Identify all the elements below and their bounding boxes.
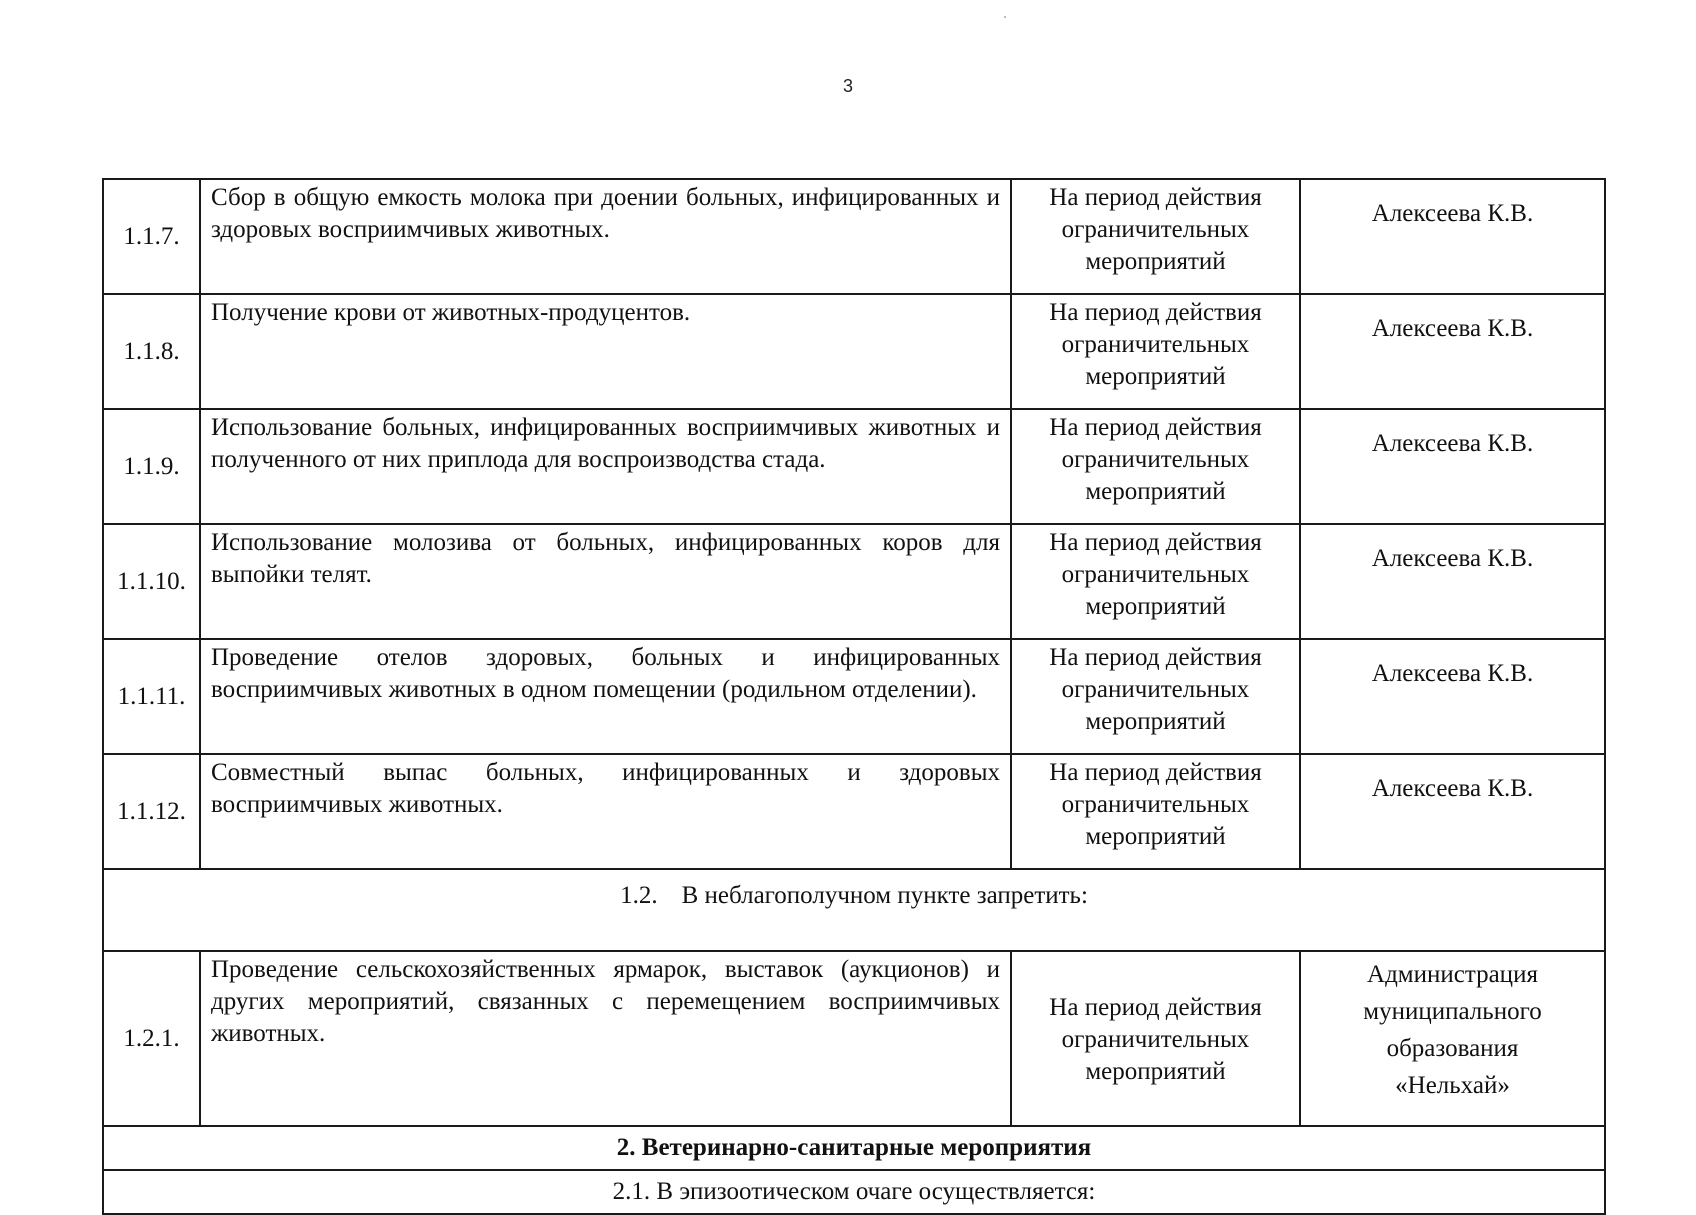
section-row-2-1 — [103, 1170, 1605, 1214]
item-description: Получение крови от животных-продуцентов. — [200, 294, 1011, 409]
item-description: Совместный выпас больных, инфицированных и здоровых восприимчивых животных. — [200, 754, 1011, 869]
item-term: На период действия ограничительных мероприятий — [1011, 524, 1300, 639]
item-responsible: Алексеева К.В. — [1300, 179, 1605, 294]
section-title-2: 2. Ветеринарно-санитарные мероприятия — [103, 1126, 1605, 1170]
item-responsible — [1300, 951, 1605, 1126]
item-responsible: Алексеева К.В. — [1300, 524, 1605, 639]
table-row — [103, 951, 1605, 1126]
section-label: В неблагополучном пункте запретить: — [681, 882, 1088, 909]
item-number: 1.1.10. — [103, 524, 200, 639]
item-number: 1.2.1. — [103, 951, 200, 1126]
item-responsible: Алексеева К.В. — [1300, 409, 1605, 524]
item-description: Проведение отелов здоровых, больных и инфицированных восприимчивых животных в одном помещении (родильном отделении). — [200, 639, 1011, 754]
section-title-1-2 — [103, 869, 1605, 951]
measures-table — [102, 178, 1606, 1215]
item-responsible: Алексеева К.В. — [1300, 754, 1605, 869]
page-number: 3 — [842, 76, 853, 96]
table-row — [103, 179, 1605, 294]
section-number: 1.2. — [620, 882, 658, 909]
item-number: 1.1.12. — [103, 754, 200, 869]
item-responsible: Алексеева К.В. — [1300, 294, 1605, 409]
section-row-1-2 — [103, 869, 1605, 951]
section-title-2-1: 2.1. В эпизоотическом очаге осуществляется: — [103, 1170, 1605, 1214]
responsible-line: «Нельхай» — [1395, 1072, 1510, 1099]
table-row — [103, 409, 1605, 524]
item-number: 1.1.9. — [103, 409, 200, 524]
item-number: 1.1.8. — [103, 294, 200, 409]
item-term: На период действия ограничительных мероприятий — [1011, 951, 1300, 1126]
item-number: 1.1.11. — [103, 639, 200, 754]
responsible-line: муниципального — [1363, 998, 1542, 1025]
table-row — [103, 524, 1605, 639]
item-term: На период действия ограничительных мероприятий — [1011, 639, 1300, 754]
item-term: На период действия ограничительных мероприятий — [1011, 294, 1300, 409]
table-row — [103, 754, 1605, 869]
section-row-2 — [103, 1126, 1605, 1170]
item-responsible: Алексеева К.В. — [1300, 639, 1605, 754]
item-number: 1.1.7. — [103, 179, 200, 294]
item-description: Сбор в общую емкость молока при доении больных, инфицированных и здоровых восприимчивых животных. — [200, 179, 1011, 294]
responsible-line: образования — [1386, 1035, 1519, 1062]
table-row — [103, 294, 1605, 409]
item-description: Использование молозива от больных, инфицированных коров для выпойки телят. — [200, 524, 1011, 639]
item-term: На период действия ограничительных мероприятий — [1011, 754, 1300, 869]
table-row — [103, 639, 1605, 754]
item-description: Проведение сельскохозяйственных ярмарок, выставок (аукционов) и других мероприятий, связанных с перемещением восприимчивых животных. — [200, 951, 1011, 1126]
item-term: На период действия ограничительных мероприятий — [1011, 179, 1300, 294]
scan-artifact-dot — [1004, 16, 1006, 18]
item-term: На период действия ограничительных мероприятий — [1011, 409, 1300, 524]
item-description: Использование больных, инфицированных восприимчивых животных и полученного от них приплода для воспроизводства стада. — [200, 409, 1011, 524]
responsible-line: Администрация — [1367, 961, 1538, 988]
